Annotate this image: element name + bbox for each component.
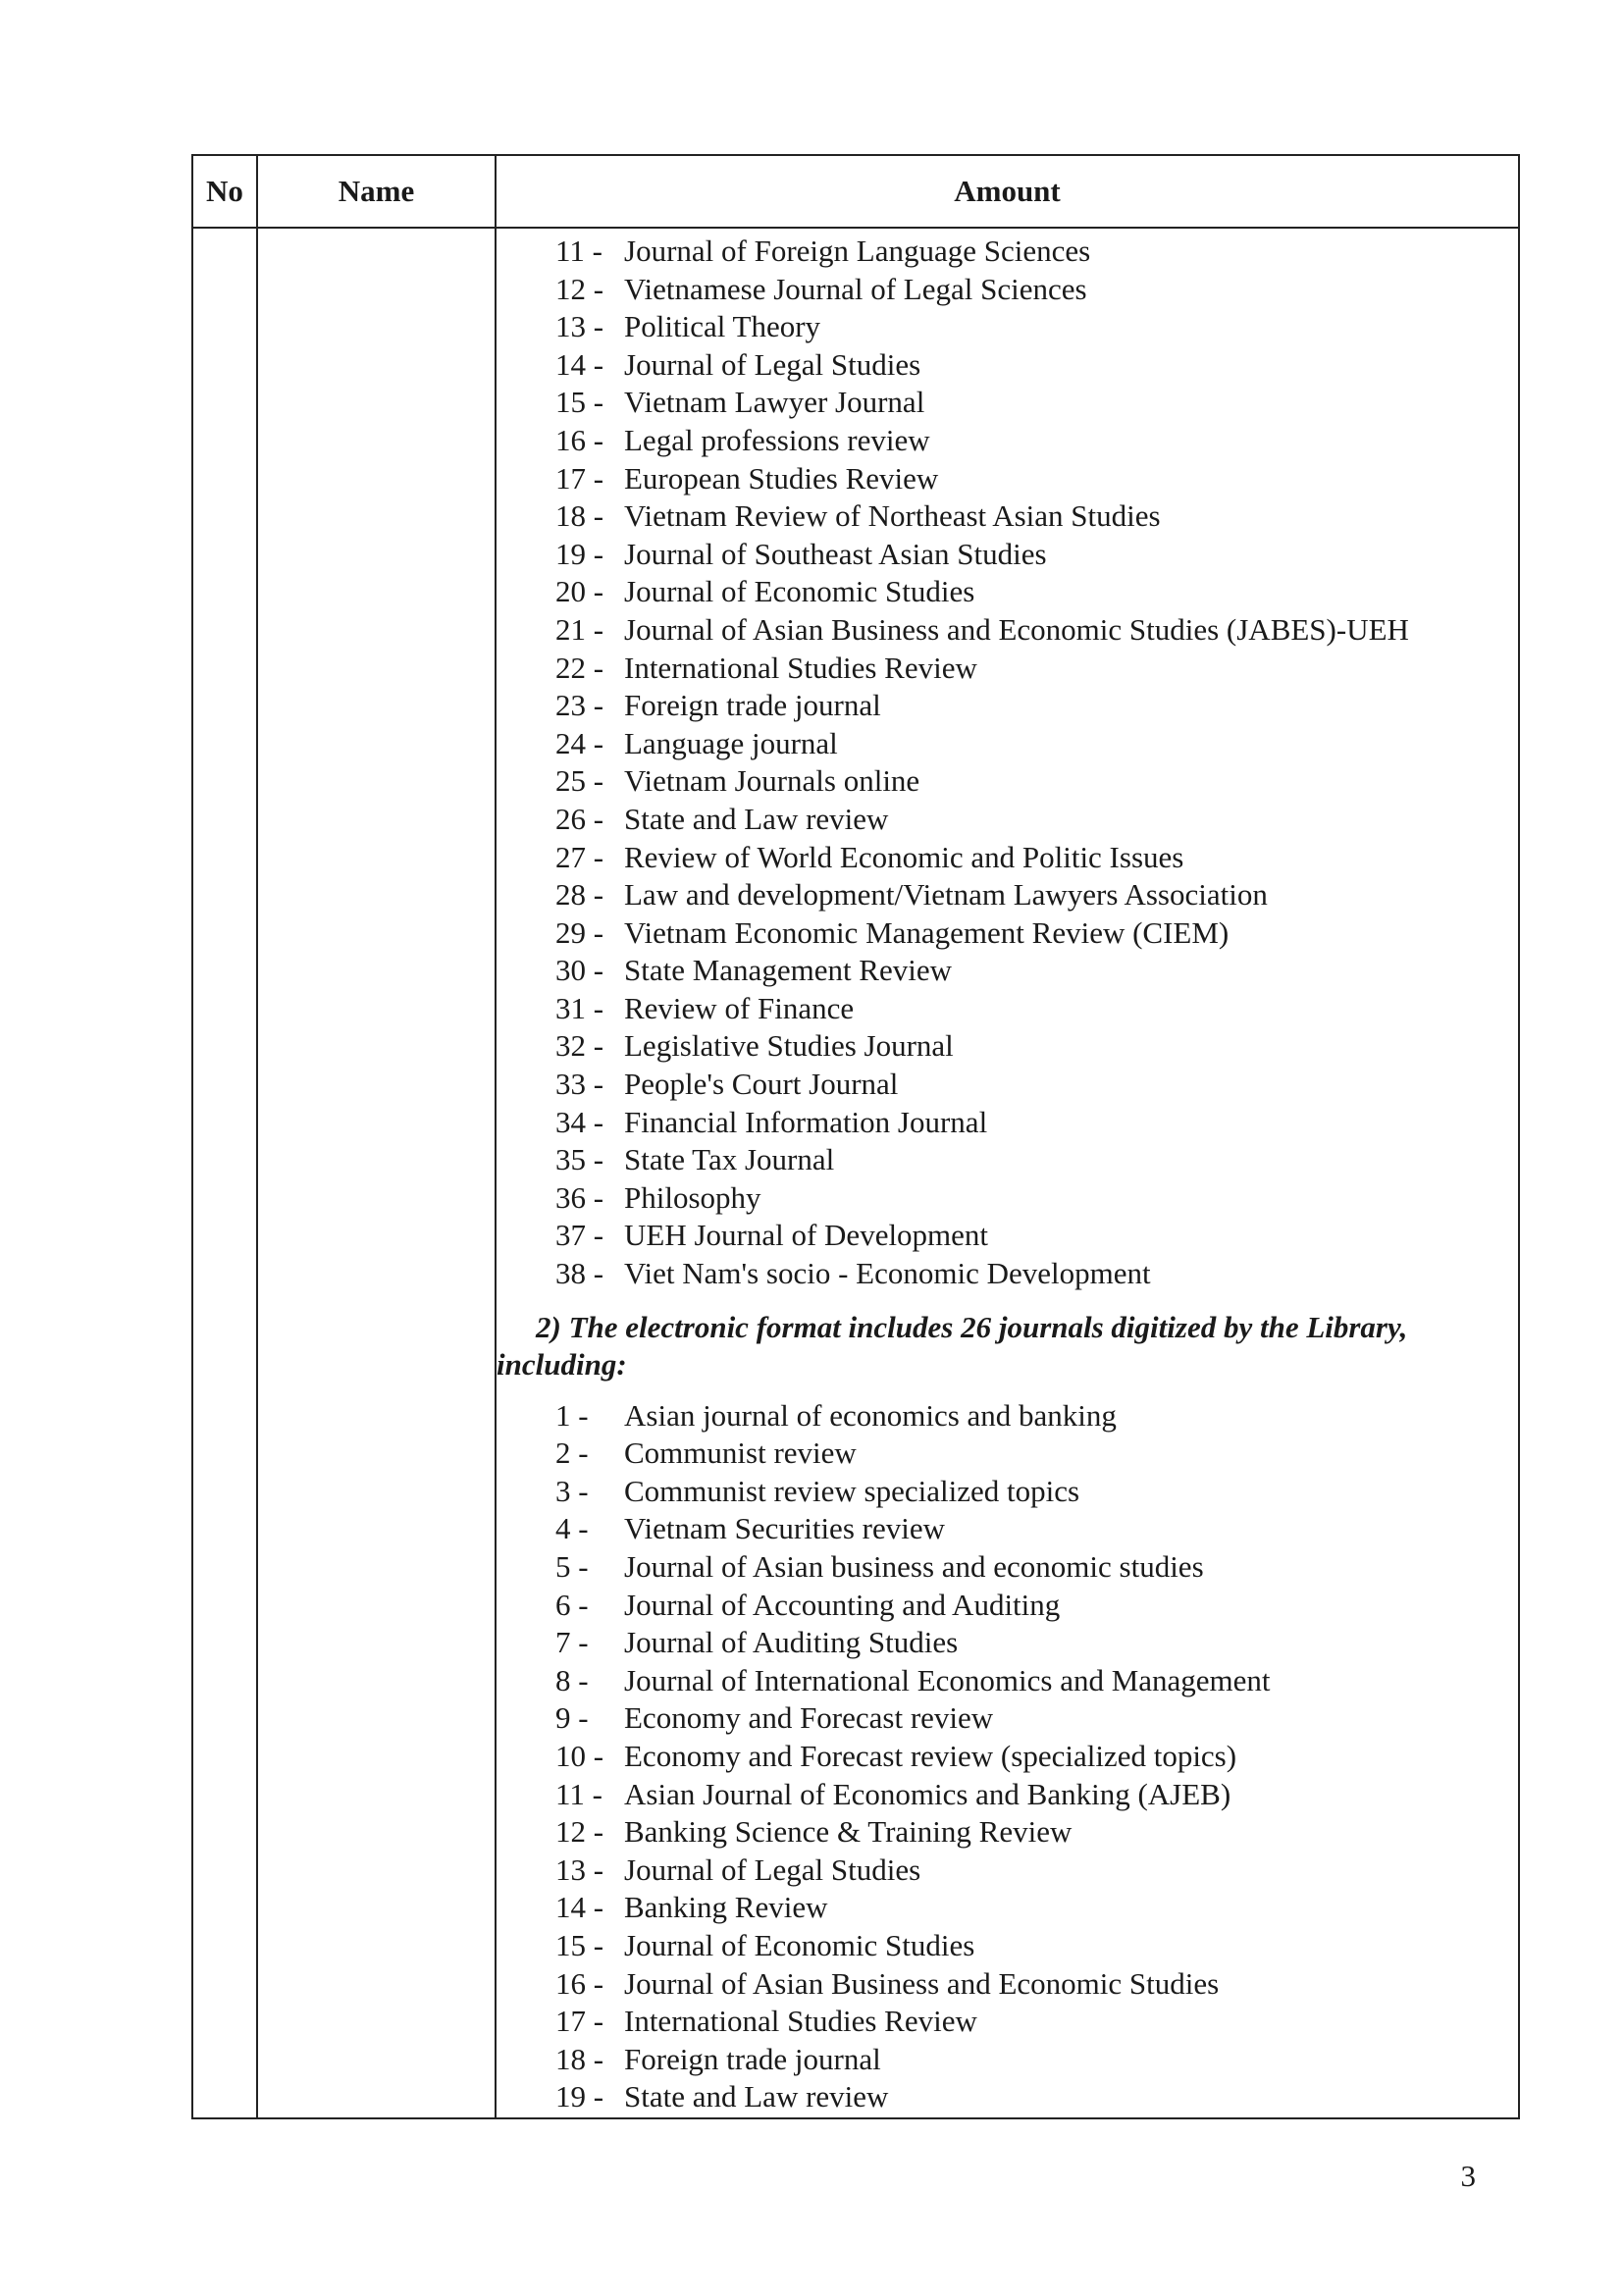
list-item-title: Communist review: [624, 1435, 857, 1471]
list-item: [497, 1141, 1518, 1179]
list-item: [497, 1624, 1518, 1662]
list-item: [497, 573, 1518, 611]
list-item-number: 12 -: [555, 271, 604, 306]
list-item-title: Review of World Economic and Politic Issues: [624, 839, 1184, 874]
list-item-title: Vietnam Review of Northeast Asian Studies: [624, 498, 1161, 534]
list-item: [497, 2078, 1518, 2116]
list-item-number: 38 -: [555, 1256, 604, 1291]
list-item-number: 24 -: [555, 725, 604, 760]
list-item-number: 18 -: [555, 2041, 604, 2076]
list-item: [497, 725, 1518, 763]
list-item-title: European Studies Review: [624, 460, 939, 496]
list-item: [497, 2041, 1518, 2079]
list-item-number: 18 -: [555, 498, 604, 534]
list-item: [497, 384, 1518, 422]
list-item-title: Journal of Economic Studies: [624, 1927, 975, 1962]
list-item: [497, 422, 1518, 460]
list-item-number: 34 -: [555, 1104, 604, 1139]
list-item-title: Journal of Legal Studies: [624, 1852, 921, 1887]
list-item-title: Vietnam Economic Management Review (CIEM): [624, 914, 1230, 950]
list-item: [497, 914, 1518, 953]
list-item-title: Philosophy: [624, 1179, 761, 1215]
amount-cell: [496, 228, 1519, 2118]
list-item: [497, 1587, 1518, 1625]
list-item-title: Journal of International Economics and Management: [624, 1662, 1271, 1697]
list-item-number: 14 -: [555, 346, 604, 382]
list-item-number: 36 -: [555, 1179, 604, 1215]
list-item-title: State and Law review: [624, 2079, 889, 2114]
list-item-number: 17 -: [555, 2004, 604, 2039]
list-item-title: People's Court Journal: [624, 1067, 899, 1102]
list-item-number: 33 -: [555, 1067, 604, 1102]
list-item-title: Economy and Forecast review (specialized topics): [624, 1738, 1237, 1773]
list-item: [497, 1889, 1518, 1927]
list-item-number: 5 -: [555, 1549, 589, 1584]
list-item-number: 12 -: [555, 1814, 604, 1850]
list-item-title: Viet Nam's socio - Economic Development: [624, 1256, 1151, 1291]
list-item-number: 23 -: [555, 688, 604, 723]
list-item: [497, 1548, 1518, 1587]
list-item: [497, 1473, 1518, 1511]
list-item-number: 31 -: [555, 990, 604, 1025]
list-item-title: Law and development/Vietnam Lawyers Association: [624, 877, 1268, 913]
list-item-title: Asian journal of economics and banking: [624, 1397, 1117, 1433]
list-item: [497, 952, 1518, 990]
journals-table: [191, 154, 1520, 2119]
list-item-number: 4 -: [555, 1511, 589, 1546]
list-item: [497, 1397, 1518, 1435]
list-item-number: 25 -: [555, 763, 604, 799]
list-item-number: 11 -: [555, 1776, 602, 1811]
list-item-title: Review of Finance: [624, 990, 855, 1025]
list-item-number: 17 -: [555, 460, 604, 496]
list-item-title: Language journal: [624, 725, 838, 760]
list-item: [497, 1066, 1518, 1104]
list-item-title: Journal of Auditing Studies: [624, 1625, 959, 1660]
list-item: [497, 1217, 1518, 1255]
list-item: [497, 2003, 1518, 2041]
list-item-title: Vietnamese Journal of Legal Sciences: [624, 271, 1087, 306]
list-item: [497, 1255, 1518, 1293]
list-item-number: 3 -: [555, 1473, 589, 1508]
header-name: Name: [257, 155, 496, 228]
list-item: [497, 1027, 1518, 1066]
list-item-number: 15 -: [555, 1927, 604, 1962]
list-item-title: Journal of Asian Business and Economic Studies (JABES)-UEH: [624, 611, 1409, 647]
list-item-title: International Studies Review: [624, 2004, 977, 2039]
list-item-title: Vietnam Securities review: [624, 1511, 945, 1546]
header-amount: Amount: [496, 155, 1519, 228]
list-item-number: 30 -: [555, 953, 604, 988]
list-item: [497, 460, 1518, 498]
list-item-title: Communist review specialized topics: [624, 1473, 1080, 1508]
list-item-title: Financial Information Journal: [624, 1104, 988, 1139]
list-item-number: 28 -: [555, 877, 604, 913]
list-item-title: Banking Science & Training Review: [624, 1814, 1073, 1850]
list-item-number: 26 -: [555, 801, 604, 836]
no-cell: [192, 228, 257, 2118]
list-item: [497, 1510, 1518, 1548]
list-item-title: UEH Journal of Development: [624, 1218, 989, 1253]
list-item-title: Economy and Forecast review: [624, 1700, 994, 1736]
list-item: [497, 271, 1518, 309]
list-item: [497, 308, 1518, 346]
list-item: [497, 1104, 1518, 1142]
list-item: [497, 1927, 1518, 1965]
page-number: 3: [1460, 2159, 1476, 2193]
list-item: [497, 536, 1518, 574]
list-item-number: 8 -: [555, 1662, 589, 1697]
list-item-title: State and Law review: [624, 801, 889, 836]
list-item: [497, 839, 1518, 877]
list-item-number: 6 -: [555, 1587, 589, 1622]
journal-list-printed: [497, 229, 1518, 1293]
list-item: [497, 1662, 1518, 1700]
list-item: [497, 762, 1518, 801]
list-item: [497, 1965, 1518, 2004]
list-item-number: 13 -: [555, 1852, 604, 1887]
list-item: [497, 1738, 1518, 1776]
list-item-number: 9 -: [555, 1700, 589, 1736]
list-item: [497, 1852, 1518, 1890]
list-item-number: 37 -: [555, 1218, 604, 1253]
list-item-title: Journal of Southeast Asian Studies: [624, 536, 1047, 571]
list-item-number: 16 -: [555, 422, 604, 457]
list-item-title: Journal of Legal Studies: [624, 346, 921, 382]
list-item-title: Vietnam Journals online: [624, 763, 920, 799]
header-no: No: [192, 155, 257, 228]
list-item-number: 14 -: [555, 1890, 604, 1925]
list-item-number: 10 -: [555, 1738, 604, 1773]
list-item: [497, 497, 1518, 536]
list-item-title: Foreign trade journal: [624, 688, 881, 723]
list-item: [497, 990, 1518, 1028]
list-item-title: Journal of Asian Business and Economic Studies: [624, 1965, 1220, 2001]
list-item-number: 21 -: [555, 611, 604, 647]
list-item: [497, 1179, 1518, 1218]
list-item: [497, 687, 1518, 725]
list-item-number: 35 -: [555, 1142, 604, 1177]
list-item: [497, 1435, 1518, 1473]
list-item-title: Journal of Asian business and economic studies: [624, 1549, 1204, 1584]
list-item-number: 27 -: [555, 839, 604, 874]
list-item-number: 16 -: [555, 1965, 604, 2001]
journal-list-electronic: [497, 1397, 1518, 2116]
list-item-title: State Management Review: [624, 953, 953, 988]
list-item: [497, 801, 1518, 839]
list-item-number: 19 -: [555, 536, 604, 571]
section-heading-electronic: 2) The electronic format includes 26 journals digitized by the Library, including:: [497, 1309, 1408, 1382]
list-item-number: 22 -: [555, 650, 604, 685]
list-item-title: Foreign trade journal: [624, 2041, 881, 2076]
list-item-number: 15 -: [555, 385, 604, 420]
list-item-title: Journal of Foreign Language Sciences: [624, 234, 1091, 268]
list-item-number: 19 -: [555, 2079, 604, 2114]
list-item-number: 32 -: [555, 1028, 604, 1064]
list-item-number: 1 -: [555, 1397, 589, 1433]
list-item-number: 29 -: [555, 914, 604, 950]
list-item: [497, 650, 1518, 688]
list-item-number: 7 -: [555, 1625, 589, 1660]
list-item-title: Vietnam Lawyer Journal: [624, 385, 925, 420]
list-item-title: Asian Journal of Economics and Banking (AJEB): [624, 1776, 1231, 1811]
list-item-title: Legislative Studies Journal: [624, 1028, 954, 1064]
list-item: [497, 346, 1518, 385]
list-item-title: Legal professions review: [624, 422, 930, 457]
list-item: [497, 1813, 1518, 1852]
list-item-title: State Tax Journal: [624, 1142, 835, 1177]
list-item-title: Banking Review: [624, 1890, 828, 1925]
list-item: [497, 233, 1518, 271]
list-item: [497, 1699, 1518, 1738]
list-item-title: Journal of Accounting and Auditing: [624, 1587, 1061, 1622]
table-header-row: [192, 155, 1519, 228]
name-cell: [257, 228, 496, 2118]
list-item-number: 13 -: [555, 309, 604, 344]
list-item-number: 20 -: [555, 574, 604, 609]
list-item-title: International Studies Review: [624, 650, 977, 685]
list-item: [497, 876, 1518, 914]
list-item-number: 11 -: [555, 234, 602, 268]
list-item-title: Political Theory: [624, 309, 821, 344]
table-body-row: [192, 228, 1519, 2118]
list-item-title: Journal of Economic Studies: [624, 574, 975, 609]
list-item: [497, 1776, 1518, 1814]
list-item-number: 2 -: [555, 1435, 589, 1471]
list-item: [497, 611, 1518, 650]
